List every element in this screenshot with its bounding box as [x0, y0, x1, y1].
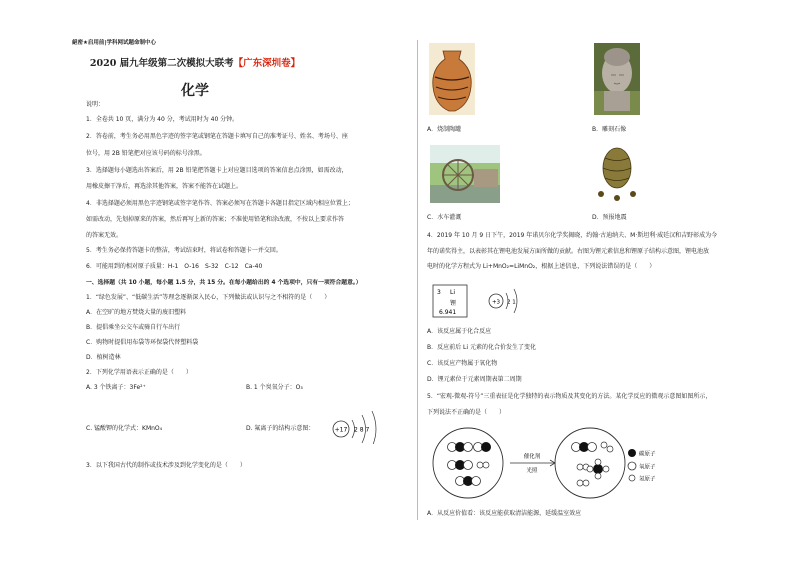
q4-stem-line: 电时的化学方程式为 Li+MnO₂=LiMnO₂，根据上述信息，下列说法错误的是（ ）: [427, 263, 656, 270]
note-line: 4．非选择题必须用黑色字迹钢笔或签字笔作答、答案必须写在答题卡各题目指定区域内相应位置上；: [86, 200, 354, 207]
atom-legend: [628, 449, 656, 483]
q2-option-c: C. 锰酸钾的化学式：KMnO₄: [86, 425, 163, 432]
note-line: 用橡皮擦干净后，再选涂其他答案，答案不能答在试题上。: [86, 183, 243, 190]
q1-option-a: A．在空旷的地方焚烧大量的废旧塑料: [86, 309, 187, 316]
q3-option-a: A．烧制陶罐: [427, 126, 462, 133]
q5-option-a: A．从反应价值看：该反应能获取清洁能源，延缓温室效应: [427, 510, 582, 517]
fluorine-nucleus-label: +17: [334, 426, 348, 434]
q2-stem: 2．下列化学用语表示正确的是（ ）: [86, 369, 192, 376]
q2-option-b: B. 1 个臭氧分子：O₃: [246, 384, 303, 391]
note-line: 6．可能用到的相对原子质量：H-1 O-16 S-32 C-12 Ca-40: [86, 263, 263, 270]
note-line: 位号，用 2B 铅笔把对应该号码的标号涂黑。: [86, 150, 206, 157]
q4-option-c: C．该反应产物属于氧化物: [427, 360, 498, 367]
page-title: [0, 55, 390, 69]
q3-option-b: B．雕刻石像: [592, 126, 627, 133]
fluorine-ion-diagram: [330, 408, 388, 444]
q4-stem-line: 年的诺奖得主，以表彰其在锂电池发展方面所做的贡献。右图为锂元素信息和锂原子结构示意图，锂电池放: [427, 248, 710, 255]
note-line: 1．全卷共 10 页，满分为 40 分，考试用时为 40 分钟。: [86, 116, 239, 123]
legend-oxygen: 氧原子: [639, 464, 656, 471]
section-heading: 一、选择题（共 10 小题，每小题 1.5 分，共 15 分。在每小题给出的 4 个选项中，只有一项符合题意。）: [86, 280, 362, 286]
q1-stem: 1．“绿色发展”、“低碳生活”等理念逐渐深入民心，下列做法或认识与之不相符的是（ ）: [86, 294, 331, 301]
title-main: 2020 届九年级第二次模拟大联考: [89, 58, 234, 69]
lithium-shells-label: 2 1: [507, 299, 516, 306]
arrow-label-catalyst: 催化剂: [523, 454, 541, 460]
note-line: 2．答卷前，考生务必用黑色字迹的签字笔或钢笔在答题卡填写自己的准考证号、姓名、考场号、座: [86, 133, 348, 140]
arrow-label-light: 光照: [526, 468, 538, 474]
title-tag: 【广东深圳卷】: [233, 58, 301, 69]
element-number: 3: [437, 289, 441, 296]
q4-option-b: B．反应前后 Li 元素的化合价发生了变化: [427, 344, 536, 351]
element-name: 锂: [450, 300, 457, 307]
pottery-jar-image: [429, 43, 475, 115]
lithium-nucleus-label: +3: [491, 299, 501, 306]
subject-heading: 化学: [181, 83, 209, 99]
header-note: 絕密★启用前|学科网试题命制中心: [72, 40, 156, 46]
product-molecules: [572, 442, 614, 486]
q4-option-d: D．锂元素位于元素周期表第二周期: [427, 376, 522, 383]
note-line: 5．考生务必保持答题卡的整洁，考试结束时，将试卷和答题卡一并交回。: [86, 247, 282, 254]
q4-stem-line: 4．2019 年 10 月 9 日下午，2019 年诺贝尔化学奖揭晓，约翰·古迪纳夫、M·斯坦利·威廷汉和吉野彰成为今: [427, 232, 718, 239]
note-line: 3．选择题每小题选出答案后，用 2B 铅笔把答题卡上对应题目选项的答案信息点涂黑，如需改动，: [86, 167, 348, 174]
element-symbol: Li: [450, 289, 456, 296]
lithium-info-diagram: [432, 284, 527, 320]
stone-statue-image: [594, 43, 640, 115]
q3-stem: 3．以下我国古代的制作或技术涉及到化学变化的是（ ）: [86, 462, 246, 469]
q1-option-b: B．提倡乘坐公交车或骑自行车出行: [86, 324, 181, 331]
q5-stem-line: 5．“宏观-微观-符号”三重表征是化学独特的表示物质及其变化的方法。某化学反应的微观示意图如图所示，: [427, 393, 712, 400]
q1-option-d: D．植树造林: [86, 354, 121, 361]
column-divider: [417, 40, 418, 520]
q2-option-d: D. 氟离子的结构示意图：: [246, 425, 315, 432]
legend-hydrogen: 氢原子: [639, 476, 656, 483]
element-mass: 6.941: [439, 309, 457, 316]
water-wheel-image: [430, 145, 500, 203]
q3-option-c: C．水车灌溉: [427, 214, 462, 221]
note-line: 如需改动，先划掉原来的答案，然后再写上新的答案；不准使用铅笔和涂改液，不按以上要求作答: [86, 216, 345, 223]
legend-carbon: 碳原子: [639, 451, 656, 458]
reactant-molecules: [448, 442, 492, 486]
reaction-micro-diagram: [430, 425, 670, 501]
fluorine-shells-label: 2 8 7: [354, 426, 370, 434]
note-line: 的答案无效。: [86, 232, 123, 239]
q5-stem-line: 下列说法不正确的是（ ）: [427, 409, 506, 416]
seismograph-image: [596, 142, 638, 204]
notes-label: 说明：: [86, 101, 105, 108]
q1-option-c: C．购物时提倡用布袋等环保袋代替塑料袋: [86, 339, 199, 346]
q4-option-a: A．该反应属于化合反应: [427, 328, 492, 335]
q3-option-d: D．预报地震: [592, 214, 627, 221]
q2-option-a: A. 3 个铁离子：3Fe²⁺: [86, 384, 146, 391]
